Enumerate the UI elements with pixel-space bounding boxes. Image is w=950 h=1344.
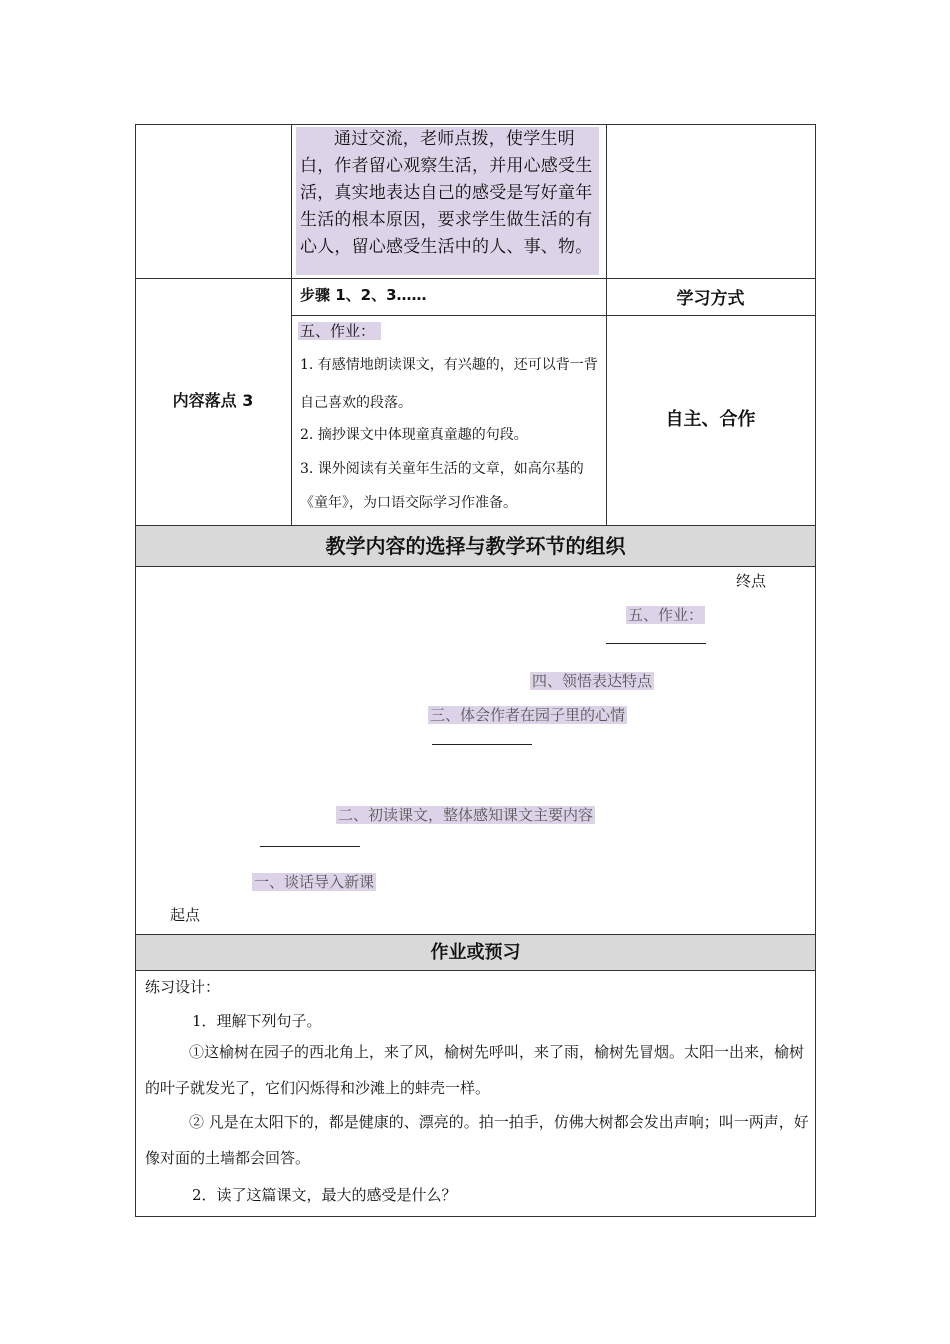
homework-title-text: 五、作业： <box>298 322 381 340</box>
flow-step-1 <box>252 871 376 892</box>
homework-item-1: 1. 有感情地朗读课文，有兴趣的，还可以背一背自己喜欢的段落。 <box>300 357 598 411</box>
content-point-label: 内容落点 3 <box>172 391 254 410</box>
end-label: 终点 <box>736 572 767 590</box>
flow-step-3 <box>428 704 627 725</box>
flow-step-2-text: 二、初读课文，整体感知课文主要内容 <box>338 806 594 824</box>
flow-step-1-text: 一、谈话导入新课 <box>254 873 375 891</box>
homework-item-3: 3. 课外阅读有关童年生活的文章，如高尔基的《童年》，为口语交际学习作准备。 <box>300 461 584 511</box>
flow-step-3-text: 三、体会作者在园子里的心情 <box>430 706 626 724</box>
section-title: 教学内容的选择与教学环节的组织 <box>325 534 626 558</box>
start-label: 起点 <box>170 906 201 924</box>
flow-connector <box>260 846 360 847</box>
question-2: 2．读了这篇课文，最大的感受是什么？ <box>192 1186 457 1204</box>
learning-method-value: 自主、合作 <box>665 409 756 430</box>
flow-step-5 <box>626 604 705 625</box>
flow-connector <box>606 643 706 644</box>
homework-item-2: 2. 摘抄课文中体现童真童趣的句段。 <box>300 427 528 443</box>
question-1: 1．理解下列句子。 <box>192 1012 322 1030</box>
flow-connector <box>432 744 532 745</box>
flow-step-4 <box>530 670 654 691</box>
steps-header: 步骤 1、2、3…… <box>300 286 427 304</box>
homework-section-title: 作业或预习 <box>430 942 521 963</box>
flow-step-5-text: 五、作业： <box>628 606 704 624</box>
sentence-1: ①这榆树在园子的西北角上，来了风，榆树先呼叫，来了雨，榆树先冒烟。太阳一出来，榆树的叶子就发光了，它们闪烁得和沙滩上的蚌壳一样。 <box>145 1043 805 1097</box>
row1-paragraph: 通过交流，老师点拨，使学生明白，作者留心观察生活，并用心感受生活，真实地表达自己的感受是写好童年生活的根本原因，要求学生做生活的有心人，留心感受生活中的人、事、物。 <box>300 129 593 257</box>
homework-title <box>298 320 381 341</box>
sentence-2: ② 凡是在太阳下的，都是健康的、漂亮的。拍一拍手，仿佛大树都会发出声响；叫一两声，好像对面的土墙都会回答。 <box>145 1113 809 1167</box>
method-header: 学习方式 <box>676 289 745 309</box>
flow-step-2 <box>336 804 595 825</box>
flow-step-4-text: 四、领悟表达特点 <box>532 672 653 690</box>
exercise-intro: 练习设计： <box>145 978 221 996</box>
